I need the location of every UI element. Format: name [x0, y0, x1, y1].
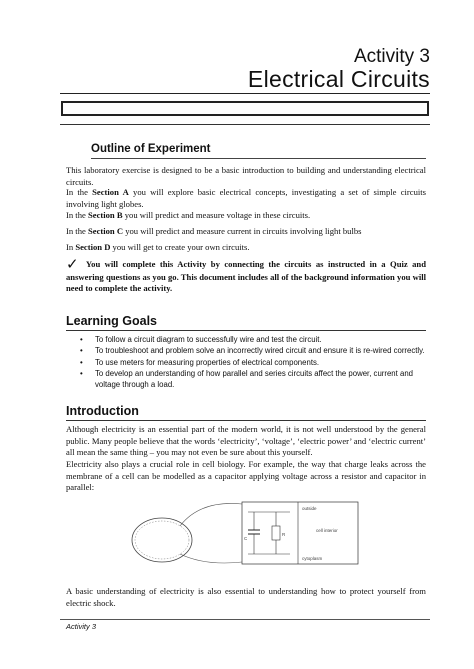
section-a-label: Section A	[92, 187, 129, 197]
outline-paragraph-intro	[66, 165, 426, 188]
bullet-icon: •	[80, 335, 83, 344]
outline-paragraph-text: you will predict and measure current in circuits involving light bulbs	[123, 226, 362, 236]
section-c-label: Section C	[87, 226, 124, 236]
cell-interior-label: cell interior	[316, 528, 338, 533]
outline-paragraph-text: you will get to create your own circuits.	[110, 242, 250, 252]
outline-paragraph-text: In	[66, 242, 76, 252]
outline-paragraph-text: In the	[66, 187, 93, 197]
introduction-paragraph-3: A basic understanding of electricity is also essential to understanding how to protect yourself from electric shock.	[66, 586, 426, 608]
list-item	[80, 334, 426, 345]
list-item-text: To use meters for measuring properties of electrical components.	[95, 357, 320, 367]
title-rule	[60, 93, 430, 94]
circuit-panel	[242, 502, 358, 564]
outline-paragraph-text: This laboratory exercise is designed to be a basic introduction to building and understanding electrical circuits.	[66, 165, 426, 187]
footer-label: Activity 3	[66, 622, 97, 631]
outline-paragraph-section-c	[66, 226, 426, 238]
outline-paragraph-section-a	[66, 187, 426, 210]
banner-bar-inner	[63, 103, 427, 114]
list-item	[80, 368, 426, 391]
introduction-heading: Introduction	[66, 404, 139, 418]
bullet-icon: •	[80, 368, 83, 378]
cell-membrane-icon	[135, 521, 189, 559]
footer-rule	[60, 619, 430, 620]
banner-rule	[60, 124, 430, 125]
zoom-line-bottom	[180, 554, 242, 563]
section-b-label: Section B	[87, 210, 123, 220]
introduction-paragraph-1: Although electricity is an essential part of the modern world, it is not well understood by the general public. Many people believe that the words ‘electricity’, ‘voltage’, ‘electric power’ and ‘electric current’ all mean the same thing – you may not even be sure about this yourself.	[66, 424, 426, 457]
bullet-icon: •	[80, 346, 83, 356]
outline-paragraph-text: you will explore basic electrical concepts, investigating a set of simple circuits involving light globes.	[66, 187, 426, 209]
activity-title: Electrical Circuits	[247, 66, 430, 92]
bullet-icon: •	[80, 357, 83, 367]
list-item-text: To follow a circuit diagram to successfully wire and test the circuit.	[95, 335, 322, 344]
outline-paragraph-text: In the	[66, 210, 88, 220]
learning-goals-list	[80, 334, 426, 390]
completion-note-text: You will complete this Activity by connecting the circuits as instructed in a Quiz and answering questions as you go. This document includes all of the background information you will need to complete the activity.	[66, 259, 426, 293]
list-item-text: To develop an understanding of how parallel and series circuits affect the power, current and voltage through a load.	[95, 368, 413, 390]
outline-heading-rule	[91, 158, 426, 159]
outline-paragraph-text: In the	[66, 226, 88, 236]
outside-label: outside	[302, 506, 317, 511]
introduction-paragraph-2: Electricity also plays a crucial role in cell biology. For example, the way that charge leaks across the membrane of a cell can be modelled as a capacitor applying voltage across a resistor and capacitor in parallel:	[66, 459, 426, 492]
capacitor-label: C	[244, 536, 248, 541]
outline-paragraph-section-b	[66, 210, 426, 222]
outline-paragraph-section-d	[66, 242, 426, 254]
completion-note	[66, 259, 426, 295]
outline-heading: Outline of Experiment	[91, 143, 211, 155]
cell-membrane-circuit-diagram	[130, 496, 390, 568]
list-item	[80, 357, 426, 368]
learning-goals-heading: Learning Goals	[66, 314, 157, 328]
learning-goals-rule	[66, 330, 426, 331]
section-d-label: Section D	[75, 242, 111, 252]
resistor-label: R	[282, 532, 286, 537]
cytoplasm-label: cytoplasm	[302, 556, 323, 561]
introduction-rule	[66, 420, 426, 421]
zoom-line-top	[180, 503, 242, 526]
check-mark-icon: ✓	[66, 257, 81, 273]
list-item	[80, 345, 426, 356]
list-item-text: To troubleshoot and problem solve an incorrectly wired circuit and ensure it is re-wired correctly.	[95, 346, 425, 356]
outline-paragraph-text: you will predict and measure voltage in these circuits.	[122, 210, 311, 220]
activity-number: Activity 3	[353, 46, 430, 67]
resistor-icon	[272, 526, 280, 540]
